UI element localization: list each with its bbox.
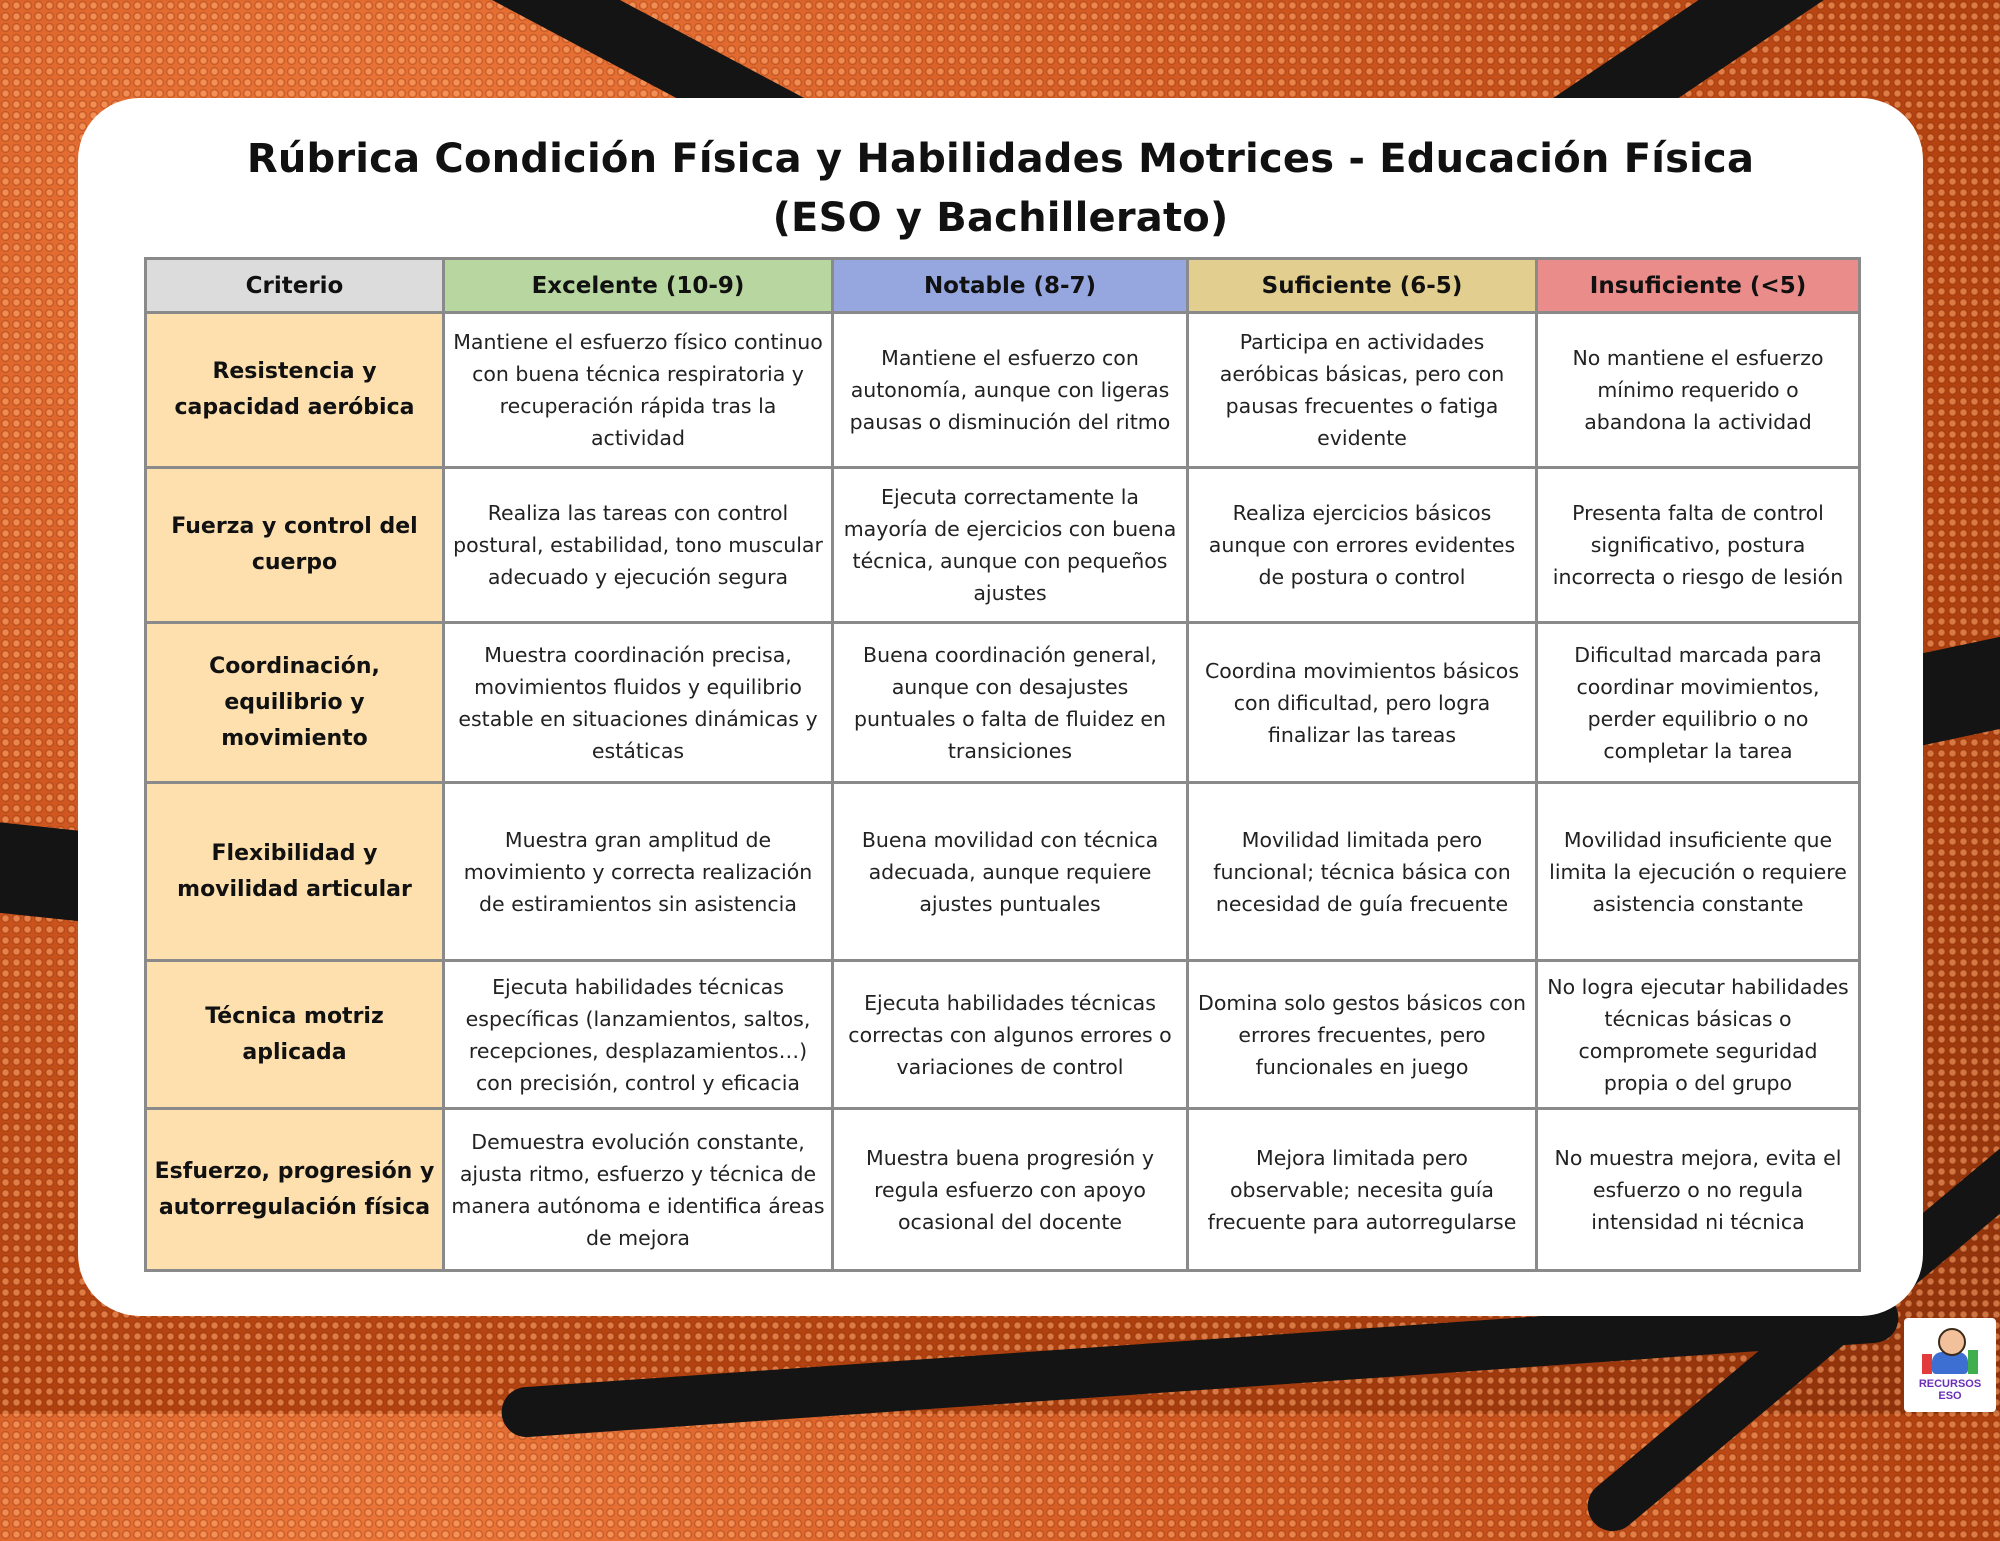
- criterio-cell: Resistencia y capacidad aeróbica: [146, 313, 444, 468]
- rubric-card: [78, 98, 1923, 1316]
- excelente-cell: Demuestra evolución constante, ajusta ritmo, esfuerzo y técnica de manera autónoma e identifica áreas de mejora: [444, 1109, 833, 1271]
- suficiente-cell: Mejora limitada pero observable; necesita guía frecuente para autorregularse: [1188, 1109, 1537, 1271]
- student-books-icon: [1922, 1324, 1978, 1376]
- header-row: [146, 259, 1860, 313]
- insuficiente-cell: No mantiene el esfuerzo mínimo requerido o abandona la actividad: [1537, 313, 1860, 468]
- header-insuficiente: Insuficiente (<5): [1537, 259, 1860, 313]
- criterio-cell: Técnica motriz aplicada: [146, 961, 444, 1109]
- suficiente-cell: Participa en actividades aeróbicas básicas, pero con pausas frecuentes o fatiga evidente: [1188, 313, 1537, 468]
- suficiente-cell: Domina solo gestos básicos con errores frecuentes, pero funcionales en juego: [1188, 961, 1537, 1109]
- suficiente-cell: Movilidad limitada pero funcional; técnica básica con necesidad de guía frecuente: [1188, 783, 1537, 961]
- logo-text-line-2: ESO: [1938, 1390, 1962, 1402]
- criterio-cell: Fuerza y control del cuerpo: [146, 468, 444, 623]
- insuficiente-cell: No logra ejecutar habilidades técnicas básicas o compromete seguridad propia o del grupo: [1537, 961, 1860, 1109]
- notable-cell: Buena movilidad con técnica adecuada, aunque requiere ajustes puntuales: [833, 783, 1188, 961]
- header-criterio: Criterio: [146, 259, 444, 313]
- table-row: [146, 623, 1860, 783]
- title-line-2: (ESO y Bachillerato): [772, 195, 1229, 241]
- logo-text: [1904, 1378, 1996, 1402]
- insuficiente-cell: No muestra mejora, evita el esfuerzo o no regula intensidad ni técnica: [1537, 1109, 1860, 1271]
- logo-text-line-1: RECURSOS: [1918, 1378, 1982, 1390]
- notable-cell: Buena coordinación general, aunque con desajustes puntuales o falta de fluidez en transiciones: [833, 623, 1188, 783]
- recursos-eso-logo: [1904, 1318, 1996, 1412]
- criterio-cell: Flexibilidad y movilidad articular: [146, 783, 444, 961]
- notable-cell: Mantiene el esfuerzo con autonomía, aunque con ligeras pausas o disminución del ritmo: [833, 313, 1188, 468]
- suficiente-cell: Coordina movimientos básicos con dificultad, pero logra finalizar las tareas: [1188, 623, 1537, 783]
- insuficiente-cell: Movilidad insuficiente que limita la ejecución o requiere asistencia constante: [1537, 783, 1860, 961]
- notable-cell: Muestra buena progresión y regula esfuerzo con apoyo ocasional del docente: [833, 1109, 1188, 1271]
- insuficiente-cell: Presenta falta de control significativo, postura incorrecta o riesgo de lesión: [1537, 468, 1860, 623]
- criterio-cell: Esfuerzo, progresión y autorregulación física: [146, 1109, 444, 1271]
- rubric-table: [144, 257, 1861, 1272]
- header-notable: Notable (8-7): [833, 259, 1188, 313]
- excelente-cell: Realiza las tareas con control postural, estabilidad, tono muscular adecuado y ejecución segura: [444, 468, 833, 623]
- excelente-cell: Muestra coordinación precisa, movimientos fluidos y equilibrio estable en situaciones dinámicas y estáticas: [444, 623, 833, 783]
- suficiente-cell: Realiza ejercicios básicos aunque con errores evidentes de postura o control: [1188, 468, 1537, 623]
- notable-cell: Ejecuta habilidades técnicas correctas con algunos errores o variaciones de control: [833, 961, 1188, 1109]
- excelente-cell: Mantiene el esfuerzo físico continuo con buena técnica respiratoria y recuperación rápida tras la actividad: [444, 313, 833, 468]
- excelente-cell: Ejecuta habilidades técnicas específicas (lanzamientos, saltos, recepciones, desplazamientos…) con precisión, control y eficacia: [444, 961, 833, 1109]
- table-row: [146, 783, 1860, 961]
- table-row: [146, 961, 1860, 1109]
- title-line-1: Rúbrica Condición Física y Habilidades Motrices - Educación Física: [246, 136, 1755, 182]
- excelente-cell: Muestra gran amplitud de movimiento y correcta realización de estiramientos sin asistencia: [444, 783, 833, 961]
- header-excelente: Excelente (10-9): [444, 259, 833, 313]
- notable-cell: Ejecuta correctamente la mayoría de ejercicios con buena técnica, aunque con pequeños ajustes: [833, 468, 1188, 623]
- criterio-cell: Coordinación, equilibrio y movimiento: [146, 623, 444, 783]
- page-title: [78, 130, 1923, 248]
- table-row: [146, 468, 1860, 623]
- table-row: [146, 313, 1860, 468]
- table-row: [146, 1109, 1860, 1271]
- insuficiente-cell: Dificultad marcada para coordinar movimientos, perder equilibrio o no completar la tarea: [1537, 623, 1860, 783]
- header-suficiente: Suficiente (6-5): [1188, 259, 1537, 313]
